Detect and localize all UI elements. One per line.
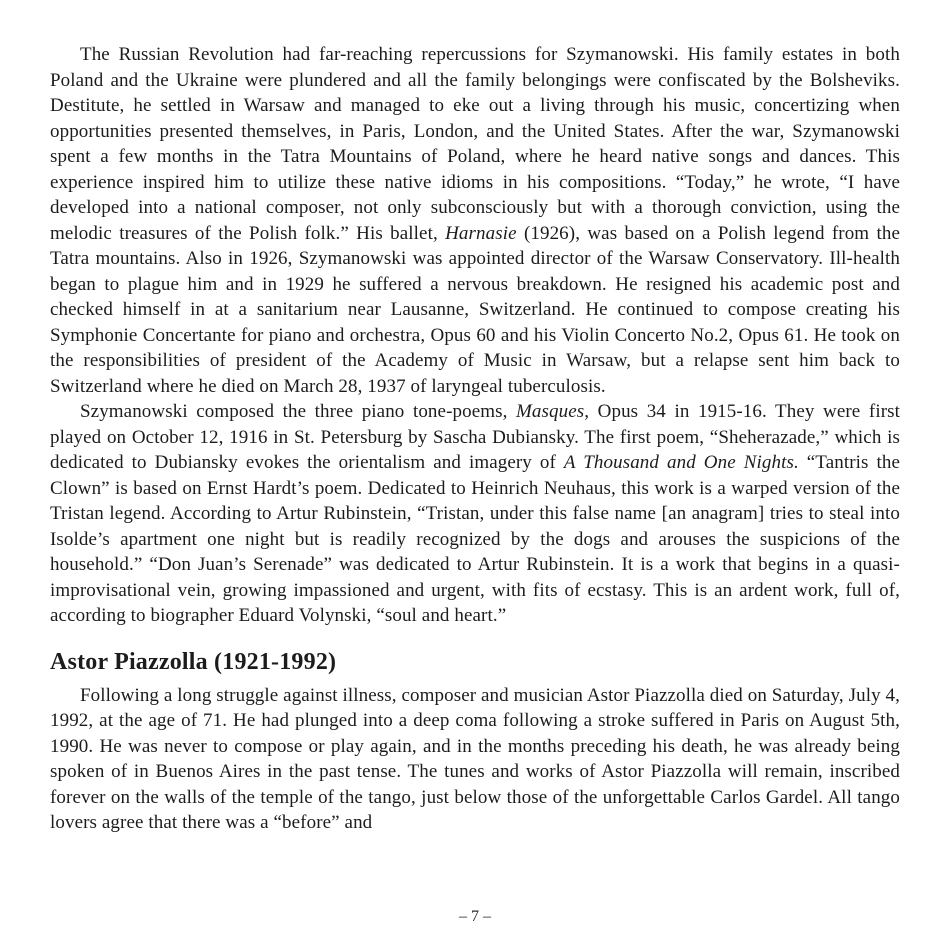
para-szymanowski-revolution: [50, 42, 900, 399]
body-text-run: “Tantris the Clown” is based on Ernst Hardt’s poem. Dedicated to Heinrich Neuhaus, this work is a warped version of the Tristan legend. According to Artur Rubinstein, “Tristan, under this false name [an anagram] tries to steal into Isolde’s apartment one night but is readily recognized by the dogs and arouses the suspicions of the household.” “Don Juan’s Serenade” was dedicated to Artur Rubinstein. It is a work that begins in a quasi-improvisational vein, growing impassioned and urgent, with fits of ecstasy. This is an ardent work, full of, according to biographer Eduard Volynski, “soul and heart.”: [50, 452, 900, 626]
body-text-run: (1926), was based on a Polish legend from the Tatra mountains. Also in 1926, Szymanowski was appointed director of the Warsaw Conservatory. Ill-health began to plague him and in 1929 he suffered a nervous breakdown. He resigned his academic post and checked himself in at a sanitarium near Lausanne, Switzerland. He continued to compose creating his Symphonie Concertante for piano and orchestra, Opus 60 and his Violin Concerto No.2, Opus 61. He took on the responsibilities of president of the Academy of Music in Warsaw, but a relapse sent him back to Switzerland where he died on March 28, 1937 of laryngeal tuberculosis.: [50, 222, 900, 397]
body-text-run: Szymanowski composed the three piano tone-poems,: [80, 401, 516, 422]
page-number: – 7 –: [459, 908, 491, 925]
page-content: [50, 42, 900, 836]
heading-astor-piazzolla: Astor Piazzolla (1921-1992): [50, 648, 337, 675]
body-text-run: Following a long struggle against illness, composer and musician Astor Piazzolla died on Saturday, July 4, 1992, at the age of 71. He had plunged into a deep coma following a stroke suffered in Paris on August 5th, 1990. He was never to compose or play again, and in the months preceding his death, he was already being spoken of in Buenos Aires in the past tense. The tunes and works of Astor Piazzolla will remain, inscribed forever on the walls of the temple of the tango, just below those of the unforgettable Carlos Gardel. All tango lovers agree that there was a “before” and: [50, 684, 900, 833]
page-footer: [0, 908, 950, 926]
para-masques-tone-poems: [50, 399, 900, 629]
italic-title-text: A Thousand and One Nights.: [563, 452, 799, 473]
body-text-run: Opus 34 in 1915-16. They were first played on October 12, 1916 in St. Petersburg by Sascha Dubiansky. The first poem, “Sheherazade,” which is dedicated to Dubiansky evokes the orientalism and imagery of: [50, 401, 900, 473]
italic-title-text: Masques,: [516, 401, 590, 422]
italic-title-text: Harnasie: [445, 222, 517, 244]
para-piazzolla-death: [50, 683, 900, 836]
body-text-run: The Russian Revolution had far-reaching repercussions for Szymanowski. His family estates in both Poland and the Ukraine were plundered and all the family belongings were confiscated by the Bolsheviks. Destitute, he settled in Warsaw and managed to eke out a living through his music, concertizing when opportunities presented themselves, in Paris, London, and the United States. After the war, Szymanowski spent a few months in the Tatra Mountains of Poland, where he heard native songs and dances. This experience inspired him to utilize these native idioms in his compositions. “Today,” he wrote, “I have developed into a national composer, not only subconsciously but with a thorough conviction, using the melodic treasures of the Polish folk.” His ballet,: [50, 44, 900, 244]
